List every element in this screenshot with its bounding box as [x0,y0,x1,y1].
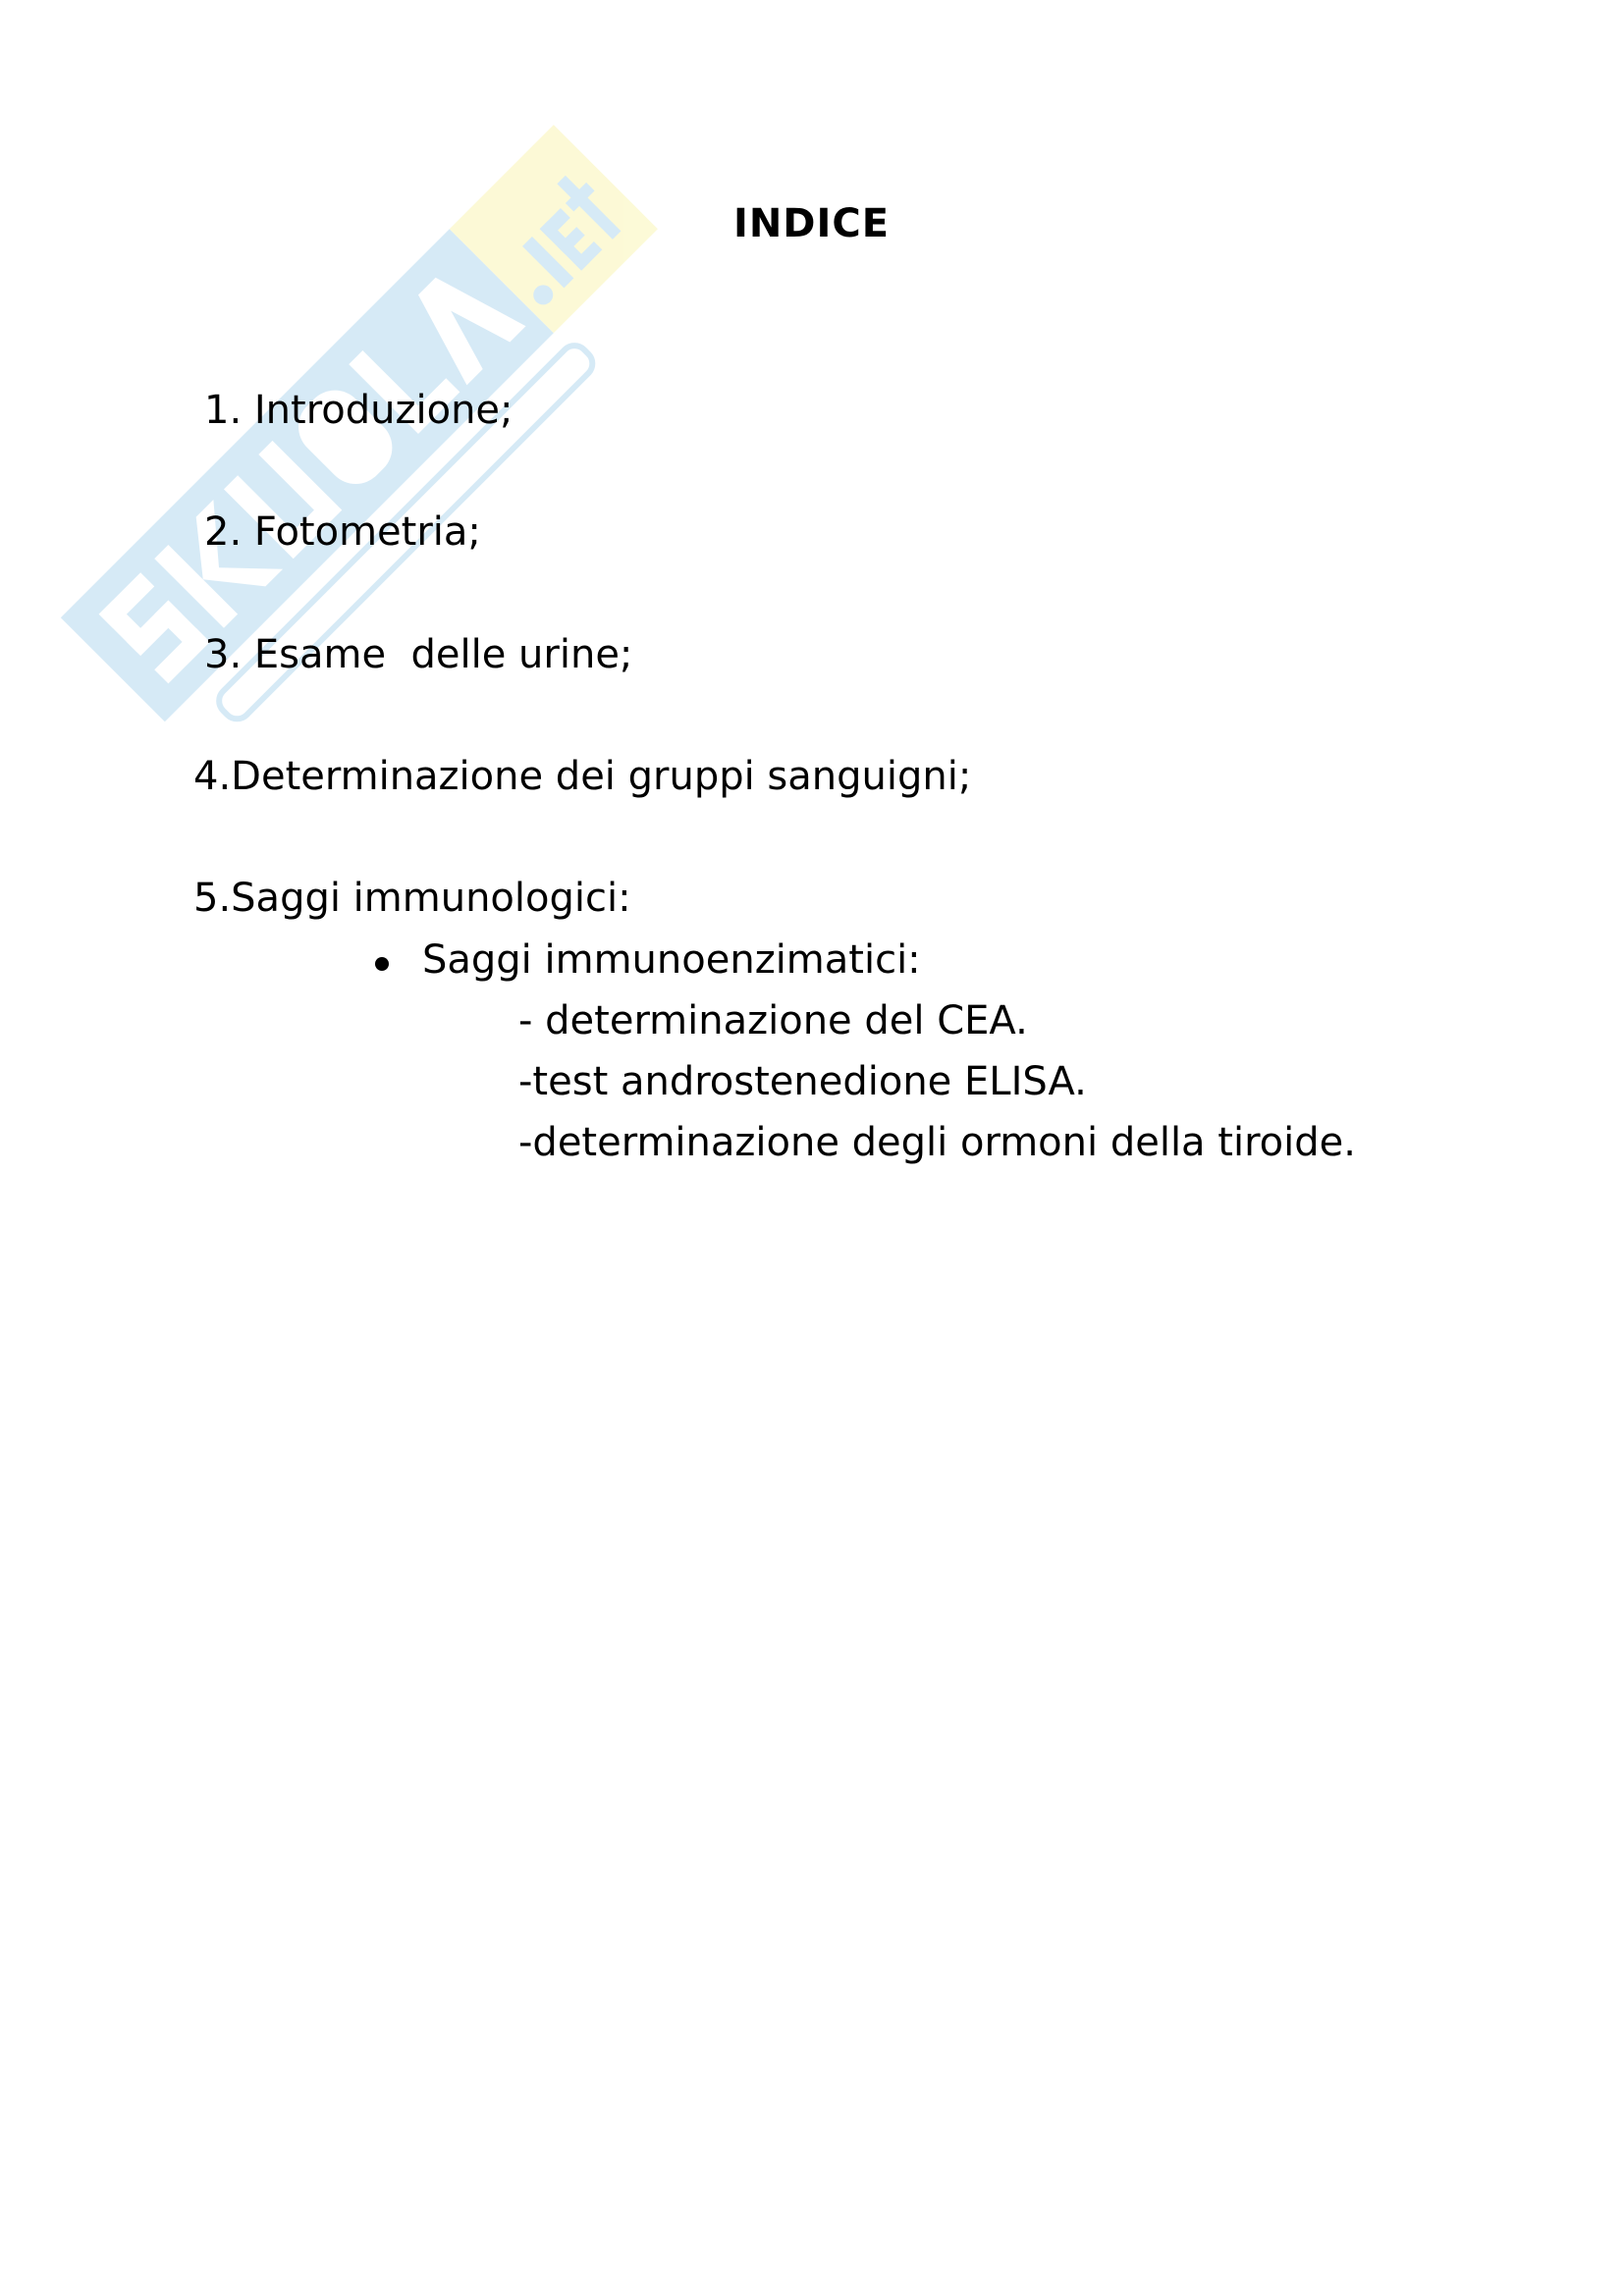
index-item-esame-urine: 3. Esame delle urine; [204,632,633,677]
index-item-fotometria: 2. Fotometria; [204,509,481,555]
subsection-saggi-immunoenzimatici: Saggi immunoenzimatici: [422,937,921,983]
index-item-gruppi-sanguigni: 4.Determinazione dei gruppi sanguigni; [193,754,972,799]
index-item-saggi-immunologici: 5.Saggi immunologici: [193,876,631,921]
subsection-entry-androstenedione: -test androstenedione ELISA. [518,1059,1087,1104]
index-title [0,201,1623,246]
bullet-icon [375,957,389,971]
subsection-entry-tiroide: -determinazione degli ormoni della tiroide. [518,1120,1356,1165]
index-title-text: INDICE [732,201,891,246]
index-item-introduzione: 1. Introduzione; [204,388,514,433]
subsection-entry-cea: - determinazione del CEA. [518,998,1028,1043]
